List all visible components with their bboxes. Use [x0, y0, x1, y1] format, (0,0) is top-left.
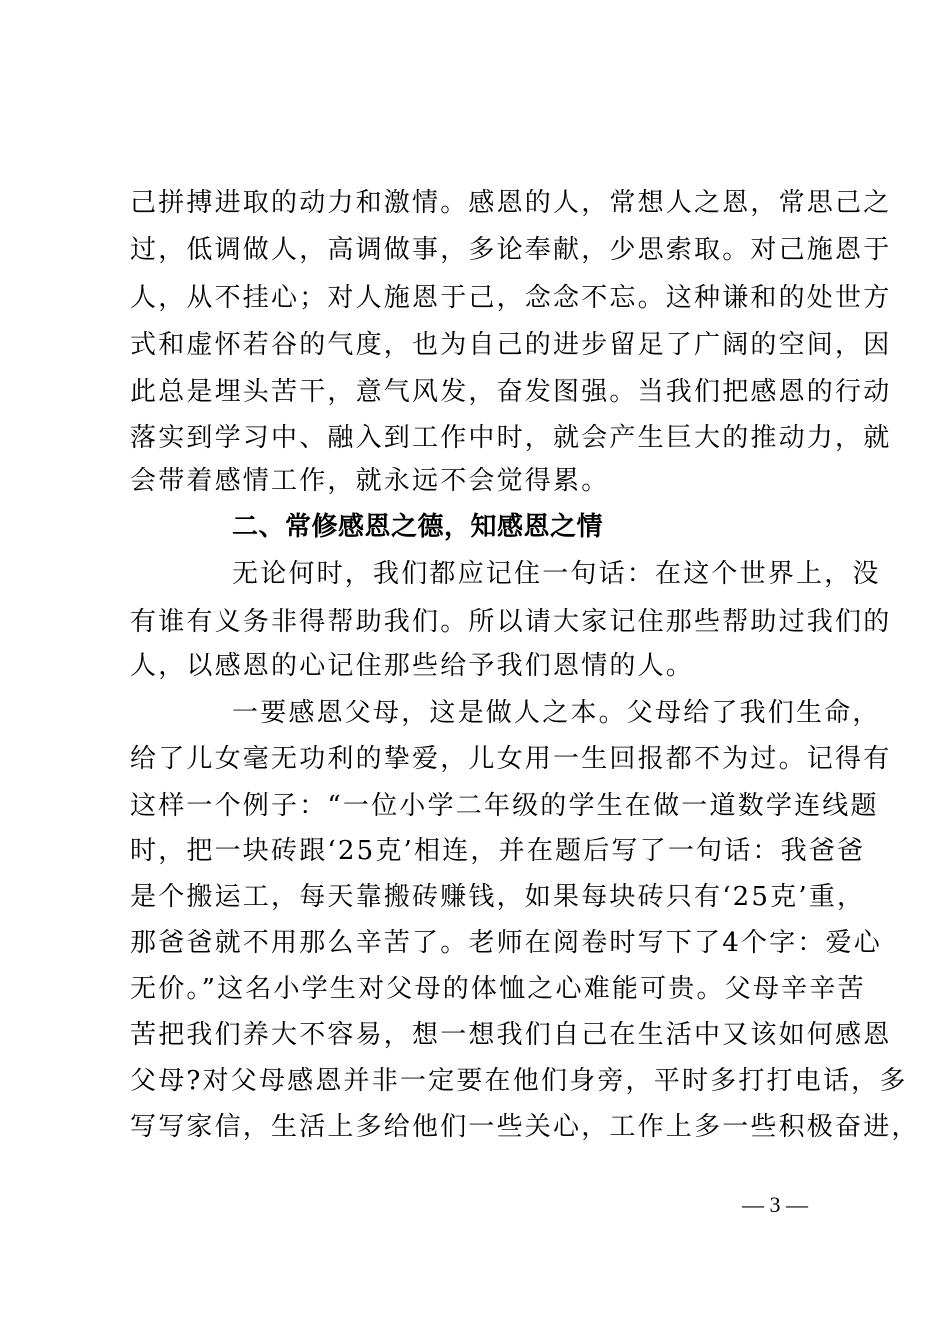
body-text-line: 给了儿女毫无功利的挚爱，儿女用一生回报都不为过。记得有 [130, 744, 892, 774]
body-text-line: 无价。”这名小学生对父母的体恤之心难能可贵。父母辛辛苦 [130, 974, 866, 1004]
body-text-line: 此总是埋头苦干，意气风发，奋发图强。当我们把感恩的行动 [130, 377, 892, 407]
body-text-line: 那爸爸就不用那么辛苦了。老师在阅卷时写下了4个字：爱心 [130, 928, 882, 958]
body-text-line: 写写家信，生活上多给他们一些关心，工作上多一些积极奋进， [130, 1112, 920, 1142]
paragraph-first-line: 无论何时，我们都应记住一句话：在这个世界上，没 [232, 559, 881, 589]
body-text-line: 己拼搏进取的动力和激情。感恩的人，常想人之恩，常思己之 [130, 188, 892, 218]
page-number: — 3 — [742, 1192, 808, 1217]
body-text-line: 这样一个例子：“一位小学二年级的学生在做一道数学连线题 [130, 791, 879, 821]
body-text-line: 会带着感情工作，就永远不会觉得累。 [130, 466, 610, 496]
body-text-line: 时，把一块砖跟‘25克’相连，并在题后写了一句话：我爸爸 [130, 836, 866, 866]
section-heading: 二、常修感恩之德，知感恩之情 [232, 512, 604, 542]
body-text-line: 人，从不挂心；对人施恩于己，念念不忘。这种谦和的处世方 [130, 283, 892, 313]
body-text-line: 苦把我们养大不容易，想一想我们自己在生活中又该如何感恩 [130, 1020, 892, 1050]
body-text-line: 人，以感恩的心记住那些给予我们恩情的人。 [130, 651, 695, 681]
body-text-line: 落实到学习中、融入到工作中时，就会产生巨大的推动力，就 [130, 423, 892, 453]
body-text-line: 过，低调做人，高调做事，多论奉献，少思索取。对己施恩于 [130, 235, 892, 265]
body-text-line: 是个搬运工，每天靠搬砖赚钱，如果每块砖只有‘25克’重， [130, 882, 866, 912]
body-text-line: 式和虚怀若谷的气度，也为自己的进步留足了广阔的空间，因 [130, 330, 892, 360]
body-text-line: 有谁有义务非得帮助我们。所以请大家记住那些帮助过我们的 [130, 607, 892, 637]
body-text-line: 父母?对父母感恩并非一定要在他们身旁，平时多打打电话，多 [130, 1066, 908, 1096]
paragraph-first-line: 一要感恩父母，这是做人之本。父母给了我们生命， [232, 698, 881, 728]
